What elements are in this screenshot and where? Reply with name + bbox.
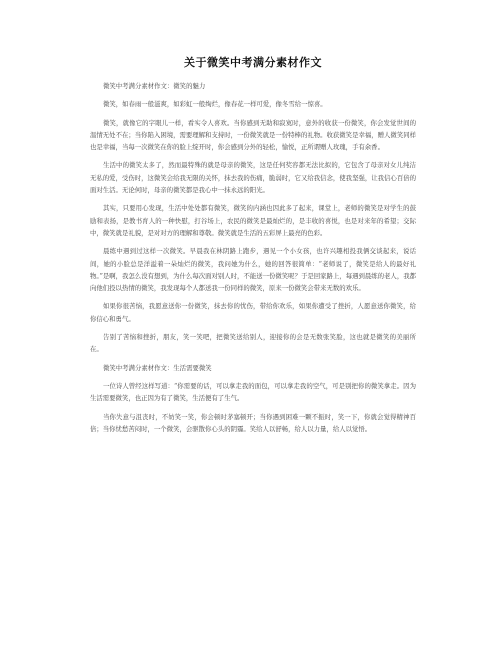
paragraph: 微笑，如春雨一般滋爽，如彩虹一般绚烂，像春花一样可爱，像冬雪给一惊喜。	[103, 100, 327, 109]
paragraph: 晨练中遇到过这样一次微笑。早晨我在林阴路上跑步，遇见一个小女孩，也许兴趣相投我俩交谈起来，说话间，她的小脸总是洋溢着一朵灿烂的微笑，我问她为什么，她的回答很简单：“老师说了，微笑是给人的最好礼物。”是啊，我怎么没有想到，为什么每次面对别人时，不能送一份微笑呢？于是回家路上，每遇到晨练的老人，我都向他们投以热情的微笑，我发现每个人都送我一份同样的微笑，原来一份微笑会带来无数的欢乐。	[90, 247, 416, 293]
paragraph: 当你失意与沮丧时，不妨笑一笑，你会顿时茅塞顿开；当你遇到困难一颗不振时，笑一下，你就会觉得精神百倍；当你忧愁苦闷时，一个微笑，会驱散你心头的阴霾。笑给人以舒畅，给人以力量，给人以觉悟。	[90, 412, 416, 433]
paragraph: 一位诗人曾经这样写道：“你需要的话，可以拿走我的面包，可以拿走我的空气，可是别把你的微笑拿走。因为生活需要微笑，也正因为有了微笑，生活便有了生气。	[90, 381, 416, 403]
paragraph: 其实，只要用心发现，生活中处处都有微笑，微笑的内涵也因此多了起来，课堂上，老师的微笑是对学生的鼓励和表扬，是教书育人的一种快慰，打谷场上，农民的微笑是最灿烂的，是丰收的喜悦，也是对来年的希望；交际中，微笑就是礼貌，是对对方的理解和尊敬。微笑就是生活的五彩屏上最亮的色彩。	[90, 204, 416, 237]
document-title: 关于微笑中考满分素材作文	[184, 56, 322, 69]
paragraph: 如果你很苦恼，我愿意送你一份微笑，抹去你的忧伤，带给你欢乐，如果你遭受了挫折，人愿意送你微笑，给你信心和勇气。	[90, 302, 416, 323]
document-page	[90, 54, 416, 441]
paragraph-subtitle-2: 微笑中考满分素材作文：生活需要微笑	[103, 363, 212, 372]
paragraph: 微笑，就像它的字眼儿一样，看实令人喜欢。当你感到无助和寂寞时，意外的收获一份微笑，你会发觉世间的温情无处不在；当你陷入困境，需要理解和支持时，一份微笑就是一份特棒的礼物。收获微笑是幸福，赠人微笑同样也是幸福，当每一次微笑在你的脸上绽开时，你会感到分外的轻松，愉悦，正所谓赠人玫瑰，手有余香。	[90, 118, 416, 152]
paragraph-subtitle-1: 微笑中考满分素材作文：微笑的魅力	[103, 82, 206, 90]
paragraph: 告别了苦恼和挫折，朋友，笑一笑吧，把微笑送给别人，迎接你的会是无数张笑脸，这也就是微笑的美丽所在。	[90, 333, 416, 354]
paragraph: 生活中的微笑太多了，然而最特殊的就是母亲的微笑，这是任何奖容都无法比拟的，它包含了母亲对女儿纯洁无私的爱，受伤时，这微笑会给我无限的关怀，抹去我的伤痛，脆弱时，它又给我信念，使我坚强，让我信心百倍的面对生活。无论何时，母亲的微笑都是我心中一抹永远的阳光。	[90, 161, 416, 195]
